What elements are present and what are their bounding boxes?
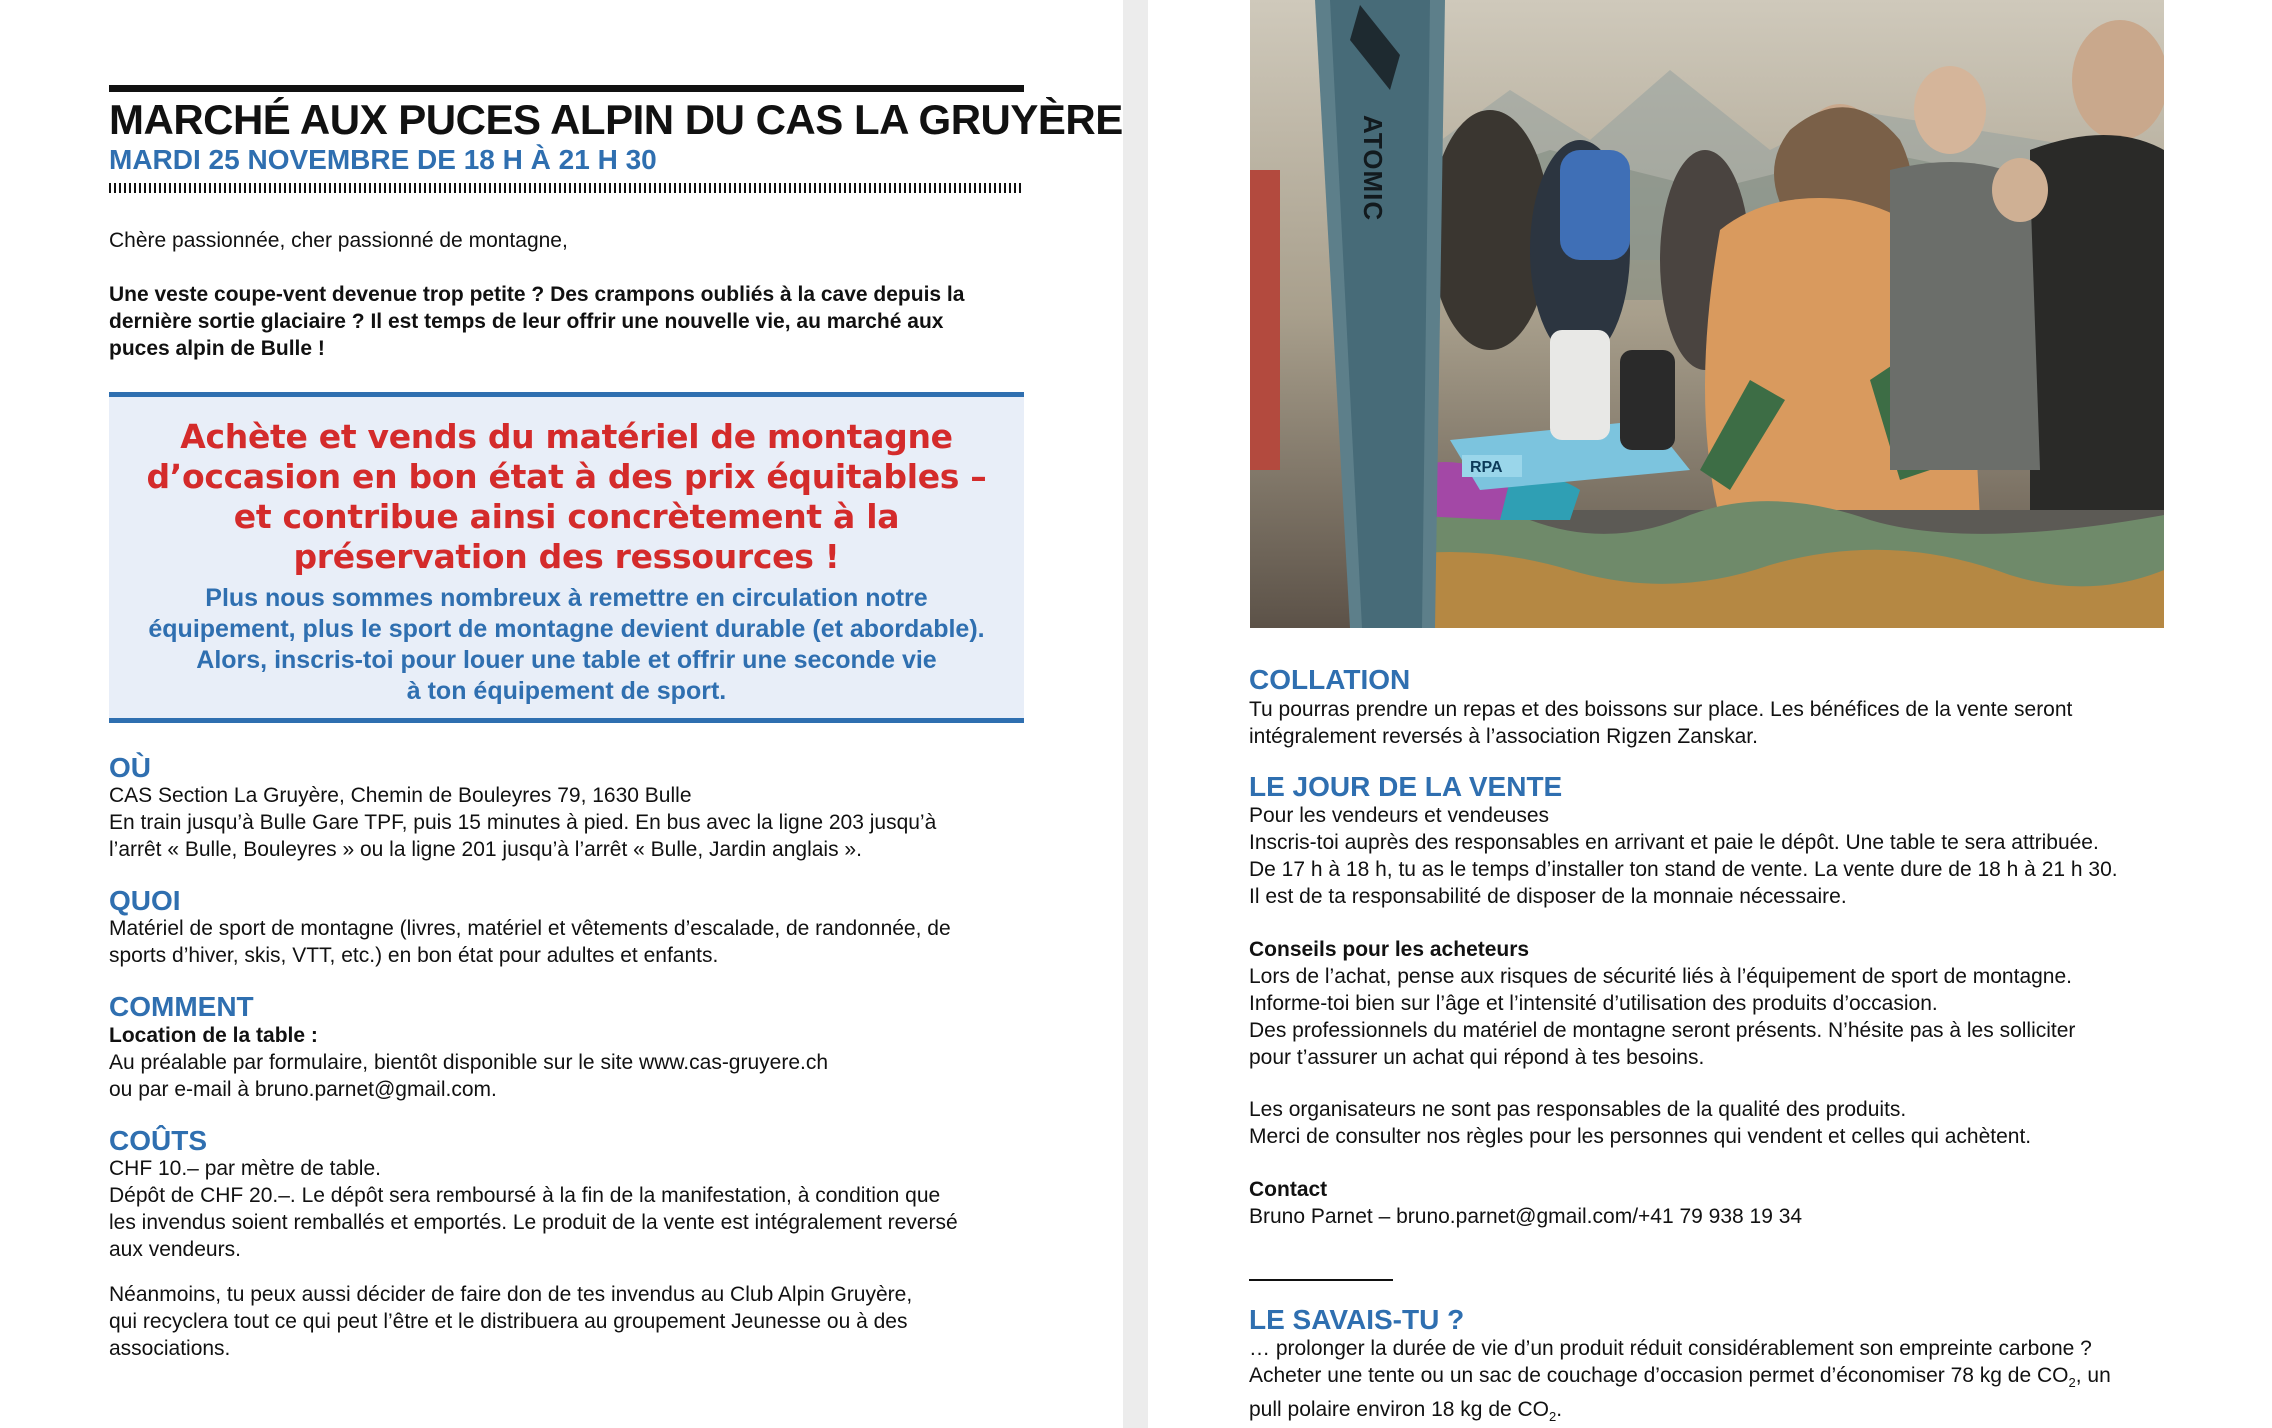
comment-label: Location de la table : [109,1024,318,1047]
event-date: MARDI 25 NOVEMBRE DE 18 H À 21 H 30 [109,144,657,175]
contact-label: Contact [1249,1178,1328,1201]
section-heading-ou: OÙ [109,752,151,783]
buyer-tips-label: Conseils pour les acheteurs [1249,938,1530,961]
hatched-divider [109,183,1024,193]
contact-block [1249,1176,2209,1230]
page-title: MARCHÉ AUX PUCES ALPIN DU CAS LA GRUYÈRE [109,96,1123,143]
footnote-divider [1249,1279,1393,1281]
section-body-jour: Pour les vendeurs et vendeuses Inscris-toi auprès des responsables en arrivant et paie le dépôt. Une table te sera attribuée. De 17 h à 18 h, tu as le temps d’installer ton stand de vente. La vente dure de 18 h à 21 h 30. Il est de ta responsabilité de disposer de la monnaie nécessaire. [1249,804,2118,908]
section-heading-quoi: QUOI [109,885,181,916]
section-body-savais: … prolonger la durée de vie d’un produit réduit considérablement son empreinte carbone ? Acheter une tente ou un sac de couchage d’occasion permet d’économiser 78 kg de $CO_2$, un pull polaire environ 18 kg de $CO_2$. [1249,1337,2111,1425]
greeting: Chère passionnée, cher passionné de montagne, [109,229,568,252]
callout-box [109,392,1024,723]
section-body-ou: CAS Section La Gruyère, Chemin de Bouleyres 79, 1630 Bulle En train jusqu’à Bulle Gare TPF, puis 15 minutes à pied. En bus avec la ligne 203 jusqu’à l’arrêt « Bulle, Bouleyres » ou la ligne 201 jusqu’à l’arrêt « Bulle, Jardin anglais ». [109,784,937,861]
section-body-collation: Tu pourras prendre un repas et des boissons sur place. Les bénéfices de la vente seront intégralement reversés à l’association Rigzen Zanskar. [1249,698,2073,748]
page-gutter [1123,0,1148,1428]
callout-body: Plus nous sommes nombreux à remettre en circulation notre équipement, plus le sport de montagne devient durable (et abordable). Alors, inscris-toi pour louer une table et offrir une seconde vie à ton équipement de sport. [148,584,985,705]
ski-brand-text: ATOMIC [1358,115,1388,222]
section-heading-jour: LE JOUR DE LA VENTE [1249,771,1563,802]
market-scene-illustration [1250,0,2164,628]
flyer-page-left [0,0,1123,1428]
market-photo [1250,0,2164,628]
intro-paragraph: Une veste coupe-vent devenue trop petite ? Des crampons oubliés à la cave depuis la dernière sortie glaciaire ? Il est temps de leur offrir une nouvelle vie, au marché aux puces alpin de Bulle ! [109,283,965,360]
box-label: RPA [1470,459,1503,476]
donation-note: Néanmoins, tu peux aussi décider de faire don de tes invendus au Club Alpin Gruyère, qui recyclera tout ce qui peut l’être et le distribuera au groupement Jeunesse ou à des associations. [109,1283,913,1360]
section-body-comment: Location de la table : Au préalable par formulaire, bientôt disponible sur le site www.cas-gruyere.ch ou par e-mail à bruno.parnet@gmail.com. [109,1022,1024,1103]
callout-headline: Achète et vends du matériel de montagne d’occasion en bon état à des prix équitables – et contribue ainsi concrètement à la préservation des ressources ! [146,417,987,576]
section-heading-couts: COÛTS [109,1125,207,1156]
title-top-rule [109,85,1024,92]
section-heading-collation: COLLATION [1249,664,1411,695]
disclaimer: Les organisateurs ne sont pas responsables de la qualité des produits. Merci de consulter nos règles pour les personnes qui vendent et celles qui achètent. [1249,1098,2032,1148]
flyer-page-right [1148,0,2272,1428]
section-heading-comment: COMMENT [109,991,254,1022]
section-heading-savais: LE SAVAIS-TU ? [1249,1304,1465,1335]
section-body-couts: CHF 10.– par mètre de table. Dépôt de CHF 20.–. Le dépôt sera remboursé à la fin de la manifestation, à condition que les invendus soient remballés et emportés. Le produit de la vente est intégralement reversé aux vendeurs. [109,1157,958,1261]
section-body-quoi: Matériel de sport de montagne (livres, matériel et vêtements d’escalade, de randonnée, de sports d’hiver, skis, VTT, etc.) en bon état pour adultes et enfants. [109,917,951,967]
contact-details: Bruno Parnet – bruno.parnet@gmail.com/+41 79 938 19 34 [1249,1205,1803,1228]
buyer-tips: Conseils pour les acheteurs Lors de l’achat, pense aux risques de sécurité liés à l’équipement de sport de montagne. Informe-toi bien sur l’âge et l’intensité d’utilisation des produits d’occasion. Des professionnels du matériel de montagne seront présents. N’hésite pas à les solliciter pour t’assurer un achat qui répond à tes besoins. [1249,936,2209,1071]
